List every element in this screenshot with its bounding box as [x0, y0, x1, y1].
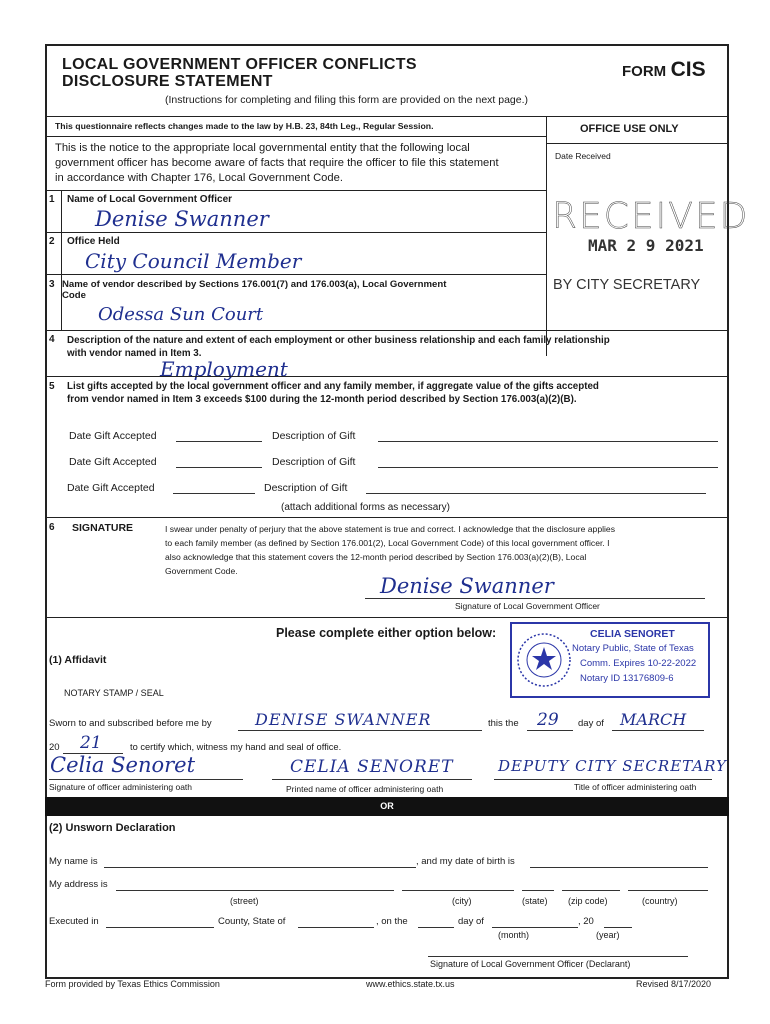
footer-revised: Revised 8/17/2020 [636, 979, 712, 989]
vendor-label: Name of vendor described by Sections 176.001(7) and 176.003(a), Local Government Code [62, 279, 447, 301]
twenty-text: , 20 [578, 916, 594, 927]
divider [45, 136, 546, 137]
exec-day-field[interactable] [418, 927, 454, 928]
declarant-name-field[interactable] [104, 867, 416, 868]
divider [494, 779, 712, 780]
county-state-text: County, State of [218, 916, 286, 927]
gift-date-field-1[interactable] [176, 441, 262, 442]
dob-field[interactable] [530, 867, 708, 868]
officer-signature[interactable]: Denise Swanner [380, 574, 554, 598]
notary-star-icon [514, 630, 574, 690]
day-of-text: day of [578, 718, 604, 729]
my-name-is-text: My name is [49, 856, 98, 867]
day-of-text-2: day of [458, 916, 484, 927]
month-caption: (month) [498, 930, 530, 940]
divider [45, 517, 729, 518]
country-caption: (country) [642, 896, 678, 906]
divider [546, 143, 729, 144]
notary-line2: Comm. Expires 10-22-2022 [580, 658, 697, 669]
notary-stamp-label: NOTARY STAMP / SEAL [64, 688, 164, 698]
this-the-text: this the [488, 718, 519, 729]
street-field[interactable] [116, 890, 394, 891]
notary-line3: Notary ID 13176809-6 [580, 673, 674, 684]
month-line [612, 730, 704, 731]
city-caption: (city) [452, 896, 472, 906]
divider [45, 232, 546, 233]
oath-sig-caption: Signature of officer administering oath [49, 782, 193, 792]
oath-officer-signature[interactable]: Celia Senoret [50, 753, 196, 777]
street-caption: (street) [230, 896, 259, 906]
my-address-text: My address is [49, 879, 108, 890]
signature-affirmation: I swear under penalty of perjury that the above statement is true and correct. I acknowledge that the disclosure applies to each family member (as defined by Section 176.001(2), Local Government Code) of this local government officer. I also acknowledge that this statement covers the 12-month period described by Section 176.003(a)(2)(B), Local Government Code. [165, 524, 615, 576]
attach-note: (attach additional forms as necessary) [281, 502, 450, 513]
unsworn-label: (2) Unsworn Declaration [49, 822, 176, 834]
footer-provided-by: Form provided by Texas Ethics Commission [45, 979, 220, 989]
gift-date-label-2: Date Gift Accepted [69, 456, 157, 468]
gift-date-label-3: Date Gift Accepted [67, 482, 155, 494]
declarant-signature-line[interactable] [428, 956, 688, 957]
exec-month-field[interactable] [492, 927, 578, 928]
dob-text: , and my date of birth is [416, 856, 515, 867]
divider [45, 274, 546, 275]
state-caption: (state) [522, 896, 548, 906]
year-value[interactable]: 21 [80, 733, 102, 753]
form-title-line2: DISCLOSURE STATEMENT [62, 73, 273, 90]
year-prefix: 20 [49, 742, 60, 753]
day-value[interactable]: 29 [537, 710, 559, 730]
exec-year-field[interactable] [604, 927, 632, 928]
affidavit-label: (1) Affidavit [49, 654, 107, 666]
declarant-caption: Signature of Local Government Officer (Declarant) [430, 959, 631, 969]
or-bar [45, 797, 729, 816]
relationship-label: Description of the nature and extent of each employment or other business relationship and each family relationship with vendor named in Item 3. [67, 335, 610, 359]
item-number: 3 [49, 279, 55, 290]
on-the-text: , on the [376, 916, 408, 927]
gift-date-field-3[interactable] [173, 493, 255, 494]
footer-website[interactable]: www.ethics.state.tx.us [366, 979, 455, 989]
received-date: MAR 2 9 2021 [588, 236, 704, 255]
received-by: BY CITY SECRETARY [553, 277, 701, 293]
gift-date-field-2[interactable] [176, 467, 262, 468]
gift-desc-field-1[interactable] [378, 441, 718, 442]
signature-heading: SIGNATURE [72, 522, 134, 534]
item-number: 2 [49, 236, 55, 247]
options-heading: Please complete either option below: [276, 626, 497, 640]
zip-caption: (zip code) [568, 896, 608, 906]
item-number: 4 [49, 334, 55, 345]
questionnaire-note: This questionnaire reflects changes made to the law by H.B. 23, 84th Leg., Regular Session. [55, 121, 434, 131]
divider [45, 617, 729, 618]
divider [45, 330, 729, 331]
received-stamp: RECEIVED [552, 196, 750, 237]
vendor-value[interactable]: Odessa Sun Court [98, 304, 264, 325]
signature-caption: Signature of Local Government Officer [455, 601, 600, 611]
year-caption: (year) [596, 930, 620, 940]
gift-desc-label-2: Description of Gift [272, 456, 356, 468]
zip-field[interactable] [562, 890, 620, 891]
item-number: 1 [49, 194, 55, 205]
number-column [61, 190, 62, 330]
county-field[interactable] [106, 927, 214, 928]
oath-title-caption: Title of officer administering oath [574, 782, 697, 792]
oath-officer-title[interactable]: DEPUTY CITY SECRETARY [498, 757, 727, 775]
officer-name-value[interactable]: Denise Swanner [95, 207, 269, 231]
item-number: 5 [49, 381, 55, 392]
notice-text: This is the notice to the appropriate local governmental entity that the following local government officer has become aware of facts that require the officer to file this statement in accordance with Chapter 176, Local Government Code. [55, 142, 499, 184]
country-field[interactable] [628, 890, 708, 891]
oath-officer-printed-name[interactable]: CELIA SENORET [290, 757, 454, 777]
divider [45, 116, 729, 117]
instructions-note: (Instructions for completing and filing this form are provided on the next page.) [165, 94, 529, 106]
gift-desc-label-3: Description of Gift [264, 482, 348, 494]
form-code-label: FORM CIS [622, 58, 706, 81]
gifts-label: List gifts accepted by the local government officer and any family member, if aggregate value of the gifts accepted from vendor named in Item 3 exceeds $100 during the 12-month period described by Section 176.003(a)(2)(B). [67, 381, 599, 405]
office-held-value[interactable]: City Council Member [85, 249, 302, 273]
state-field[interactable] [522, 890, 554, 891]
gift-date-label-1: Date Gift Accepted [69, 430, 157, 442]
gift-desc-field-2[interactable] [378, 467, 718, 468]
item-number: 6 [49, 522, 55, 533]
sworn-text: Sworn to and subscribed before me by [49, 718, 212, 729]
divider [45, 190, 546, 191]
executed-in-text: Executed in [49, 916, 99, 927]
gift-desc-field-3[interactable] [366, 493, 706, 494]
office-box-border [546, 116, 547, 356]
sworn-name-line [238, 730, 482, 731]
divider [49, 779, 243, 780]
or-label: OR [380, 801, 394, 811]
office-use-heading: OFFICE USE ONLY [580, 123, 679, 135]
city-field[interactable] [402, 890, 514, 891]
office-held-label: Office Held [67, 236, 120, 247]
form-title-line1: LOCAL GOVERNMENT OFFICER CONFLICTS [62, 56, 417, 73]
month-value[interactable]: MARCH [620, 710, 687, 729]
oath-printed-caption: Printed name of officer administering oath [286, 784, 444, 794]
certify-text: to certify which, witness my hand and seal of office. [130, 742, 342, 752]
gift-desc-label-1: Description of Gift [272, 430, 356, 442]
date-received-label: Date Received [555, 151, 611, 161]
state-of-field[interactable] [298, 927, 374, 928]
sworn-name-value[interactable]: DENISE SWANNER [255, 710, 432, 729]
divider [272, 779, 472, 780]
notary-line1: Notary Public, State of Texas [572, 643, 694, 654]
day-line [527, 730, 573, 731]
notary-seal [510, 622, 710, 698]
signature-line [365, 598, 705, 599]
divider [45, 376, 729, 377]
notary-name: CELIA SENORET [590, 628, 675, 640]
officer-name-label: Name of Local Government Officer [67, 194, 233, 205]
relationship-value[interactable]: Employment [160, 357, 288, 381]
